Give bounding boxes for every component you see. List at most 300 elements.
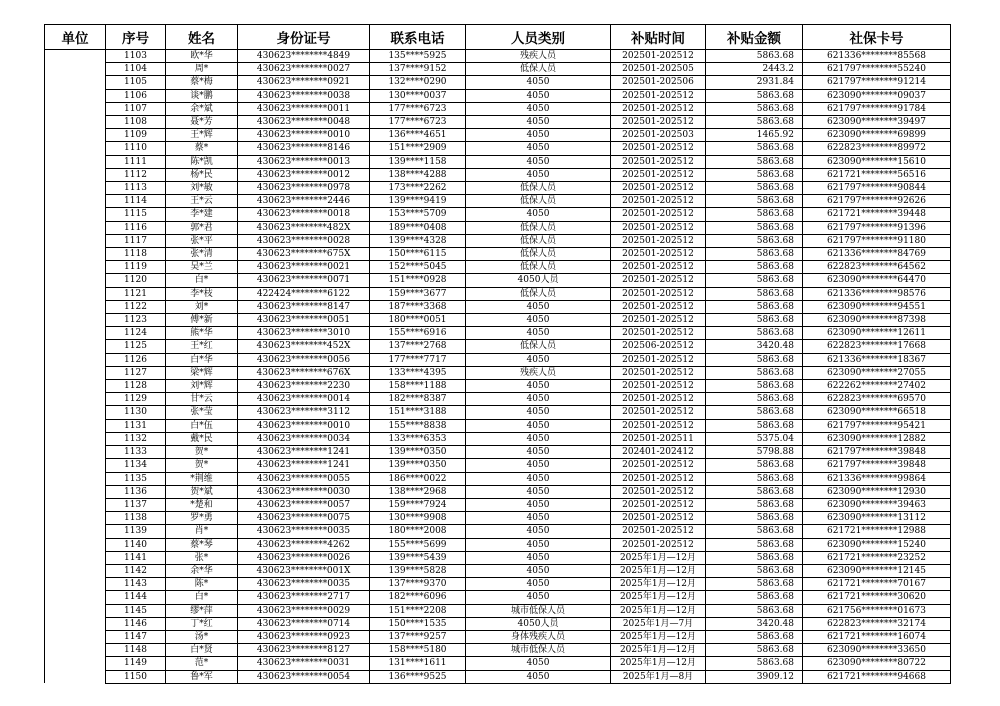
id-number-cell: 430623********482X: [238, 221, 370, 234]
serial-cell: 1105: [106, 76, 166, 89]
serial-cell: 1110: [106, 142, 166, 155]
name-cell: 杨*民: [166, 168, 238, 181]
category-cell: 4050: [466, 168, 611, 181]
phone-cell: 139****0350: [370, 446, 466, 459]
card-number-cell: 622823********32174: [803, 617, 951, 630]
name-cell: 余*斌: [166, 102, 238, 115]
period-cell: 202501-202512: [611, 195, 706, 208]
id-number-cell: 430623********0714: [238, 617, 370, 630]
card-number-cell: 621797********91784: [803, 102, 951, 115]
card-number-cell: 623090********15610: [803, 155, 951, 168]
id-number-cell: 430623********0054: [238, 670, 370, 683]
name-cell: 张*清: [166, 248, 238, 261]
table-row: [45, 446, 951, 459]
id-number-cell: 430623********3112: [238, 406, 370, 419]
name-cell: 王*辉: [166, 129, 238, 142]
serial-cell: 1138: [106, 512, 166, 525]
name-cell: 陈*凯: [166, 155, 238, 168]
serial-cell: 1121: [106, 287, 166, 300]
card-number-cell: 621721********70167: [803, 578, 951, 591]
id-number-cell: 430623********8147: [238, 300, 370, 313]
amount-cell: 5863.68: [706, 657, 803, 670]
name-cell: 白*: [166, 591, 238, 604]
card-number-cell: 621336********99864: [803, 472, 951, 485]
amount-cell: 2931.84: [706, 76, 803, 89]
serial-cell: 1112: [106, 168, 166, 181]
table-row: [45, 498, 951, 511]
phone-cell: 177****6723: [370, 102, 466, 115]
id-number-cell: 430623********0021: [238, 261, 370, 274]
phone-cell: 139****0350: [370, 459, 466, 472]
table-row: [45, 578, 951, 591]
phone-cell: 177****6723: [370, 116, 466, 129]
phone-cell: 159****7924: [370, 498, 466, 511]
category-cell: 4050: [466, 129, 611, 142]
id-number-cell: 430623********0978: [238, 182, 370, 195]
name-cell: 张*: [166, 551, 238, 564]
card-number-cell: 623090********12611: [803, 327, 951, 340]
phone-cell: 186****0022: [370, 472, 466, 485]
card-number-cell: 623090********27055: [803, 366, 951, 379]
phone-cell: 138****4288: [370, 168, 466, 181]
name-cell: 张*平: [166, 234, 238, 247]
name-cell: 蔡*: [166, 142, 238, 155]
phone-cell: 137****9370: [370, 578, 466, 591]
category-cell: 残疾人员: [466, 366, 611, 379]
serial-cell: 1108: [106, 116, 166, 129]
card-number-cell: 622823********17668: [803, 340, 951, 353]
serial-cell: 1135: [106, 472, 166, 485]
id-number-cell: 430623********8146: [238, 142, 370, 155]
period-cell: 2025年1月—12月: [611, 551, 706, 564]
category-cell: 4050: [466, 578, 611, 591]
serial-cell: 1132: [106, 432, 166, 445]
name-cell: 吴*兰: [166, 261, 238, 274]
subsidy-table: [44, 24, 951, 684]
amount-cell: 5863.68: [706, 314, 803, 327]
serial-cell: 1140: [106, 538, 166, 551]
category-cell: 低保人员: [466, 221, 611, 234]
amount-cell: 5863.68: [706, 261, 803, 274]
category-cell: 低保人员: [466, 287, 611, 300]
name-cell: 范*: [166, 657, 238, 670]
period-cell: 202501-202512: [611, 274, 706, 287]
amount-cell: 5863.68: [706, 234, 803, 247]
table-row: [45, 340, 951, 353]
amount-cell: 5863.68: [706, 274, 803, 287]
amount-cell: 5863.68: [706, 155, 803, 168]
phone-cell: 180****2008: [370, 525, 466, 538]
card-number-cell: 623090********69899: [803, 129, 951, 142]
card-number-cell: 623090********12882: [803, 432, 951, 445]
phone-cell: 136****9525: [370, 670, 466, 683]
id-number-cell: 430623********0029: [238, 604, 370, 617]
card-number-cell: 621797********95421: [803, 419, 951, 432]
name-cell: 白*贤: [166, 644, 238, 657]
id-number-cell: 430623********0051: [238, 314, 370, 327]
amount-cell: 5863.68: [706, 168, 803, 181]
serial-cell: 1116: [106, 221, 166, 234]
serial-cell: 1150: [106, 670, 166, 683]
table-row: [45, 406, 951, 419]
phone-cell: 135****5925: [370, 50, 466, 63]
phone-cell: 153****5709: [370, 208, 466, 221]
id-number-cell: 430623********0028: [238, 234, 370, 247]
serial-cell: 1144: [106, 591, 166, 604]
category-cell: 4050: [466, 564, 611, 577]
header-category: 人员类别: [466, 25, 611, 50]
amount-cell: 3420.48: [706, 617, 803, 630]
card-number-cell: 623090********64470: [803, 274, 951, 287]
phone-cell: 139****5439: [370, 551, 466, 564]
phone-cell: 151****3188: [370, 406, 466, 419]
card-number-cell: 621721********23252: [803, 551, 951, 564]
phone-cell: 177****7717: [370, 353, 466, 366]
name-cell: 傅*新: [166, 314, 238, 327]
period-cell: 2025年1月—7月: [611, 617, 706, 630]
table-row: [45, 314, 951, 327]
serial-cell: 1133: [106, 446, 166, 459]
amount-cell: 5863.68: [706, 327, 803, 340]
phone-cell: 137****9257: [370, 630, 466, 643]
period-cell: 202501-202512: [611, 155, 706, 168]
period-cell: 2025年1月—8月: [611, 670, 706, 683]
card-number-cell: 623090********12930: [803, 485, 951, 498]
phone-cell: 151****2208: [370, 604, 466, 617]
amount-cell: 5863.68: [706, 525, 803, 538]
id-number-cell: 430623********0057: [238, 498, 370, 511]
serial-cell: 1139: [106, 525, 166, 538]
serial-cell: 1109: [106, 129, 166, 142]
table-row: [45, 630, 951, 643]
serial-cell: 1128: [106, 380, 166, 393]
category-cell: 4050: [466, 327, 611, 340]
name-cell: 余*华: [166, 564, 238, 577]
serial-cell: 1107: [106, 102, 166, 115]
phone-cell: 130****0037: [370, 89, 466, 102]
amount-cell: 5863.68: [706, 485, 803, 498]
table-row: [45, 485, 951, 498]
category-cell: 城市低保人员: [466, 604, 611, 617]
header-serial-number: 序号: [106, 25, 166, 50]
table-row: [45, 287, 951, 300]
category-cell: 4050: [466, 657, 611, 670]
header-phone: 联系电话: [370, 25, 466, 50]
table-row: [45, 419, 951, 432]
table-row: [45, 327, 951, 340]
amount-cell: 5863.68: [706, 208, 803, 221]
period-cell: 202501-202512: [611, 380, 706, 393]
name-cell: 罗*勇: [166, 512, 238, 525]
table-row: [45, 261, 951, 274]
name-cell: 缪*萍: [166, 604, 238, 617]
id-number-cell: 430623********2230: [238, 380, 370, 393]
header-subsidy-amount: 补贴金额: [706, 25, 803, 50]
serial-cell: 1125: [106, 340, 166, 353]
table-row: [45, 129, 951, 142]
phone-cell: 182****8387: [370, 393, 466, 406]
card-number-cell: 621721********39448: [803, 208, 951, 221]
name-cell: 刘*敏: [166, 182, 238, 195]
name-cell: 贺*斌: [166, 485, 238, 498]
category-cell: 4050: [466, 142, 611, 155]
amount-cell: 5863.68: [706, 512, 803, 525]
card-number-cell: 622262********27402: [803, 380, 951, 393]
name-cell: 甘*云: [166, 393, 238, 406]
serial-cell: 1145: [106, 604, 166, 617]
amount-cell: 5375.04: [706, 432, 803, 445]
amount-cell: 5863.68: [706, 353, 803, 366]
amount-cell: 5863.68: [706, 551, 803, 564]
card-number-cell: 621797********91214: [803, 76, 951, 89]
table-row: [45, 617, 951, 630]
phone-cell: 139****1158: [370, 155, 466, 168]
category-cell: 4050: [466, 76, 611, 89]
id-number-cell: 430623********0048: [238, 116, 370, 129]
card-number-cell: 621721********30620: [803, 591, 951, 604]
name-cell: 欧*华: [166, 50, 238, 63]
period-cell: 2025年1月—12月: [611, 644, 706, 657]
id-number-cell: 430623********0923: [238, 630, 370, 643]
amount-cell: 5863.68: [706, 102, 803, 115]
amount-cell: 5863.68: [706, 498, 803, 511]
name-cell: 丁*红: [166, 617, 238, 630]
card-number-cell: 621756********01673: [803, 604, 951, 617]
id-number-cell: 430623********0035: [238, 578, 370, 591]
id-number-cell: 430623********001X: [238, 564, 370, 577]
card-number-cell: 621721********94668: [803, 670, 951, 683]
phone-cell: 155****6916: [370, 327, 466, 340]
serial-cell: 1142: [106, 564, 166, 577]
category-cell: 4050: [466, 670, 611, 683]
table-row: [45, 182, 951, 195]
amount-cell: 5863.68: [706, 300, 803, 313]
name-cell: 李*建: [166, 208, 238, 221]
id-number-cell: 430623********0035: [238, 525, 370, 538]
table-row: [45, 248, 951, 261]
card-number-cell: 623090********39463: [803, 498, 951, 511]
category-cell: 低保人员: [466, 340, 611, 353]
name-cell: 白*伍: [166, 419, 238, 432]
id-number-cell: 430623********4262: [238, 538, 370, 551]
period-cell: 202501-202512: [611, 234, 706, 247]
serial-cell: 1137: [106, 498, 166, 511]
category-cell: 4050: [466, 89, 611, 102]
period-cell: 202501-202512: [611, 353, 706, 366]
period-cell: 202501-202512: [611, 168, 706, 181]
amount-cell: 3420.48: [706, 340, 803, 353]
name-cell: 刘*: [166, 300, 238, 313]
amount-cell: 5863.68: [706, 248, 803, 261]
serial-cell: 1123: [106, 314, 166, 327]
category-cell: 4050: [466, 459, 611, 472]
phone-cell: 137****9152: [370, 63, 466, 76]
header-social-security-card: 社保卡号: [803, 25, 951, 50]
serial-cell: 1114: [106, 195, 166, 208]
id-number-cell: 430623********0921: [238, 76, 370, 89]
serial-cell: 1141: [106, 551, 166, 564]
card-number-cell: 622823********89972: [803, 142, 951, 155]
amount-cell: 5863.68: [706, 221, 803, 234]
phone-cell: 151****2909: [370, 142, 466, 155]
table-row: [45, 353, 951, 366]
table-row: [45, 657, 951, 670]
name-cell: 陈*: [166, 578, 238, 591]
period-cell: 202501-202503: [611, 129, 706, 142]
table-row: [45, 50, 951, 63]
name-cell: 蔡*梅: [166, 76, 238, 89]
table-row: [45, 432, 951, 445]
period-cell: 202501-202512: [611, 102, 706, 115]
card-number-cell: 623090********87398: [803, 314, 951, 327]
card-number-cell: 621336********84769: [803, 248, 951, 261]
amount-cell: 3909.12: [706, 670, 803, 683]
period-cell: 202501-202512: [611, 485, 706, 498]
period-cell: 202501-202512: [611, 248, 706, 261]
header-id-number: 身份证号: [238, 25, 370, 50]
serial-cell: 1149: [106, 657, 166, 670]
card-number-cell: 621797********91180: [803, 234, 951, 247]
card-number-cell: 621721********16074: [803, 630, 951, 643]
amount-cell: 5863.68: [706, 182, 803, 195]
period-cell: 2025年1月—12月: [611, 657, 706, 670]
table-row: [45, 274, 951, 287]
period-cell: 202501-202512: [611, 393, 706, 406]
name-cell: 谈*鹏: [166, 89, 238, 102]
serial-cell: 1130: [106, 406, 166, 419]
card-number-cell: 623090********09037: [803, 89, 951, 102]
period-cell: 2025年1月—12月: [611, 630, 706, 643]
period-cell: 202501-202512: [611, 419, 706, 432]
category-cell: 4050: [466, 525, 611, 538]
table-row: [45, 604, 951, 617]
table-row: [45, 116, 951, 129]
card-number-cell: 621797********90844: [803, 182, 951, 195]
table-row: [45, 221, 951, 234]
serial-cell: 1129: [106, 393, 166, 406]
period-cell: 202501-202512: [611, 327, 706, 340]
amount-cell: 5863.68: [706, 578, 803, 591]
unit-cell: [45, 50, 106, 684]
category-cell: 4050: [466, 498, 611, 511]
phone-cell: 159****3677: [370, 287, 466, 300]
period-cell: 2025年1月—12月: [611, 604, 706, 617]
serial-cell: 1119: [106, 261, 166, 274]
table-row: [45, 142, 951, 155]
table-row: [45, 512, 951, 525]
name-cell: 熊*华: [166, 327, 238, 340]
amount-cell: 5863.68: [706, 287, 803, 300]
table-row: [45, 459, 951, 472]
phone-cell: 180****0051: [370, 314, 466, 327]
amount-cell: 5863.68: [706, 472, 803, 485]
period-cell: 202506-202512: [611, 340, 706, 353]
id-number-cell: 430623********675X: [238, 248, 370, 261]
id-number-cell: 430623********0018: [238, 208, 370, 221]
serial-cell: 1131: [106, 419, 166, 432]
phone-cell: 152****5045: [370, 261, 466, 274]
name-cell: 刘*辉: [166, 380, 238, 393]
id-number-cell: 430623********0071: [238, 274, 370, 287]
table-row: [45, 670, 951, 683]
phone-cell: 136****4651: [370, 129, 466, 142]
id-number-cell: 430623********8127: [238, 644, 370, 657]
period-cell: 202501-202512: [611, 142, 706, 155]
name-cell: *荆维: [166, 472, 238, 485]
table-row: [45, 102, 951, 115]
serial-cell: 1127: [106, 366, 166, 379]
phone-cell: 150****6115: [370, 248, 466, 261]
period-cell: 202501-202512: [611, 406, 706, 419]
phone-cell: 187****3368: [370, 300, 466, 313]
id-number-cell: 430623********0075: [238, 512, 370, 525]
id-number-cell: 430623********0030: [238, 485, 370, 498]
period-cell: 202501-202512: [611, 525, 706, 538]
header-unit: 单位: [45, 25, 106, 50]
category-cell: 4050: [466, 300, 611, 313]
card-number-cell: 621797********91396: [803, 221, 951, 234]
card-number-cell: 623090********80722: [803, 657, 951, 670]
id-number-cell: 430623********452X: [238, 340, 370, 353]
serial-cell: 1136: [106, 485, 166, 498]
serial-cell: 1103: [106, 50, 166, 63]
category-cell: 低保人员: [466, 248, 611, 261]
id-number-cell: 430623********0055: [238, 472, 370, 485]
name-cell: 白*华: [166, 353, 238, 366]
amount-cell: 5863.68: [706, 564, 803, 577]
serial-cell: 1147: [106, 630, 166, 643]
card-number-cell: 621721********12988: [803, 525, 951, 538]
amount-cell: 5863.68: [706, 406, 803, 419]
table-row: [45, 538, 951, 551]
card-number-cell: 622823********69570: [803, 393, 951, 406]
period-cell: 202501-202512: [611, 314, 706, 327]
id-number-cell: 430623********0038: [238, 89, 370, 102]
period-cell: 202501-202512: [611, 89, 706, 102]
phone-cell: 137****2768: [370, 340, 466, 353]
amount-cell: 5863.68: [706, 630, 803, 643]
name-cell: *楚和: [166, 498, 238, 511]
phone-cell: 139****9419: [370, 195, 466, 208]
name-cell: 李*枝: [166, 287, 238, 300]
phone-cell: 155****8838: [370, 419, 466, 432]
phone-cell: 138****2968: [370, 485, 466, 498]
category-cell: 4050人员: [466, 274, 611, 287]
card-number-cell: 623090********66518: [803, 406, 951, 419]
amount-cell: 5863.68: [706, 538, 803, 551]
category-cell: 4050: [466, 538, 611, 551]
table-row: [45, 234, 951, 247]
period-cell: 202501-202512: [611, 300, 706, 313]
card-number-cell: 622823********64562: [803, 261, 951, 274]
id-number-cell: 430623********4849: [238, 50, 370, 63]
category-cell: 4050: [466, 591, 611, 604]
card-number-cell: 623090********39497: [803, 116, 951, 129]
category-cell: 4050: [466, 208, 611, 221]
phone-cell: 133****6353: [370, 432, 466, 445]
table-row: [45, 393, 951, 406]
category-cell: 4050: [466, 512, 611, 525]
card-number-cell: 623090********15240: [803, 538, 951, 551]
serial-cell: 1106: [106, 89, 166, 102]
id-number-cell: 430623********0056: [238, 353, 370, 366]
amount-cell: 2443.2: [706, 63, 803, 76]
id-number-cell: 430623********0027: [238, 63, 370, 76]
card-number-cell: 621797********39848: [803, 459, 951, 472]
category-cell: 低保人员: [466, 195, 611, 208]
phone-cell: 151****0928: [370, 274, 466, 287]
period-cell: 202501-202512: [611, 261, 706, 274]
